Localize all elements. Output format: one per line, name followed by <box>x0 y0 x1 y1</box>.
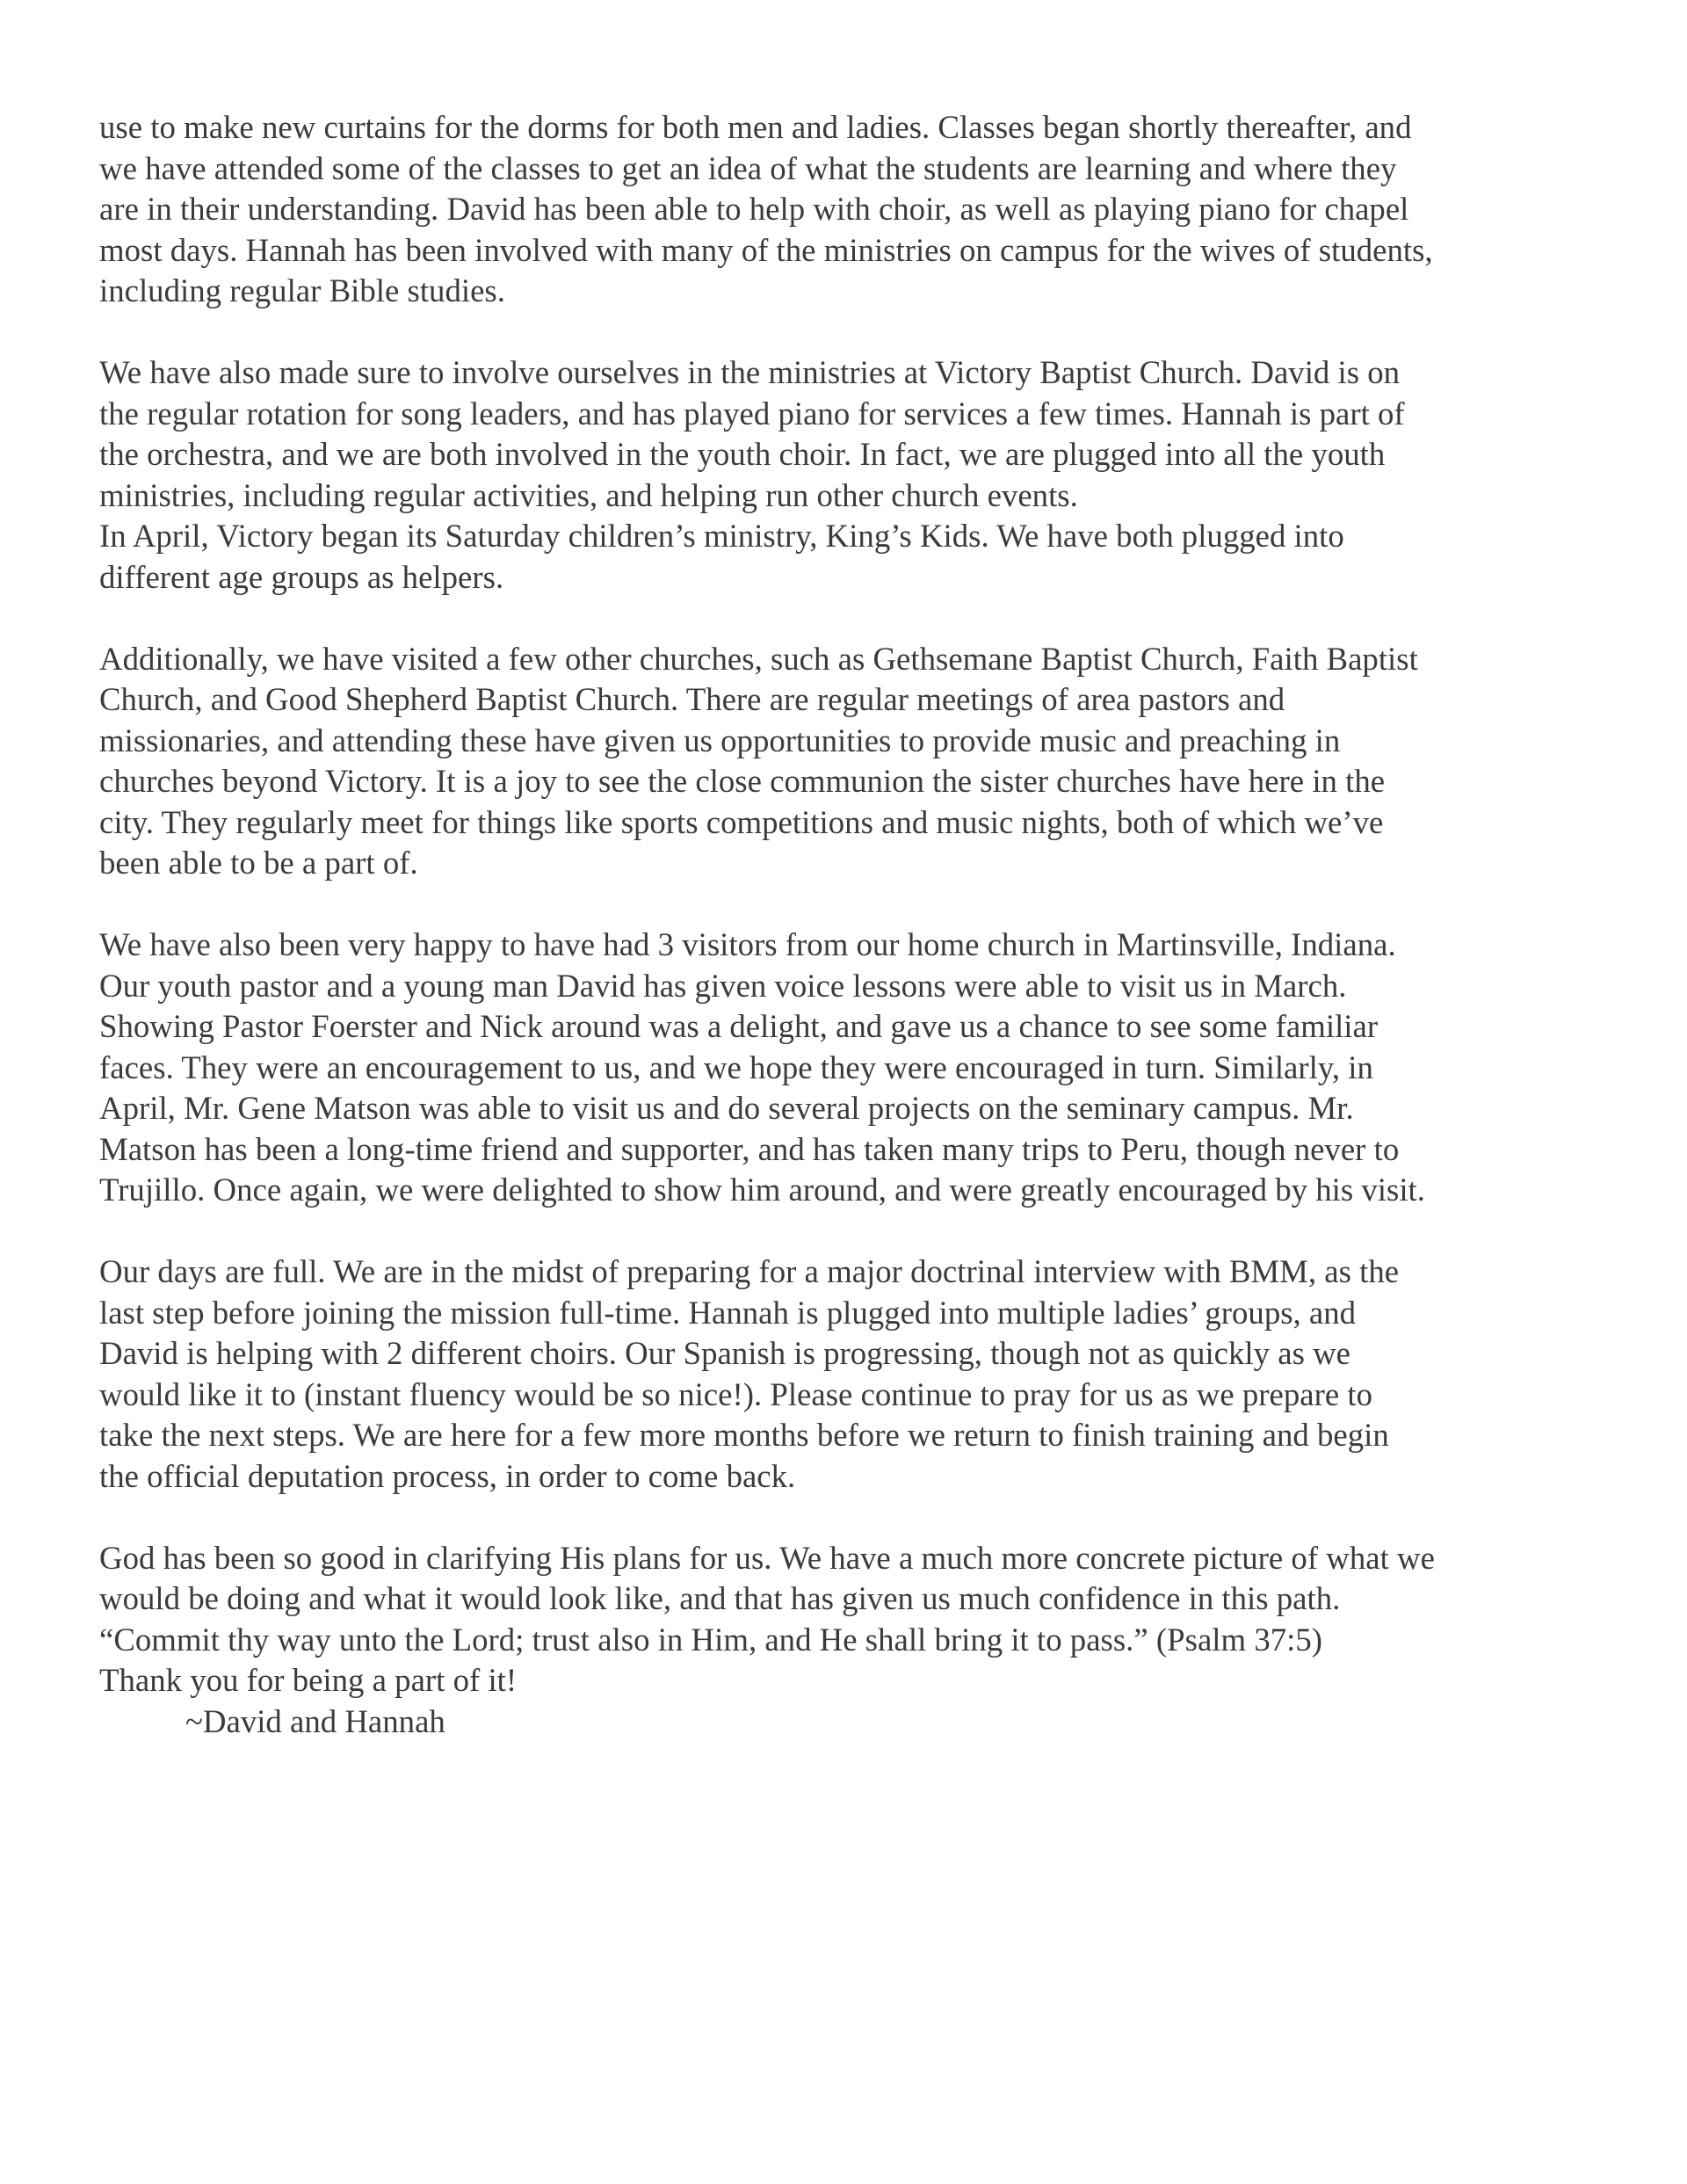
text-line: God has been so good in clarifying His plans for us. We have a much more concrete picture of what we <box>99 1539 1435 1576</box>
text-line: April, Mr. Gene Matson was able to visit us and do several projects on the seminary campus. Mr. <box>99 1090 1354 1126</box>
text-line: most days. Hannah has been involved with many of the ministries on campus for the wives of students, <box>99 231 1433 268</box>
text-line: are in their understanding. David has been able to help with choir, as well as playing piano for chapel <box>99 191 1409 227</box>
text-line: including regular Bible studies. <box>99 272 505 308</box>
paragraph-victory-church <box>99 352 1611 598</box>
text-line: Our days are full. We are in the midst of preparing for a major doctrinal interview with BMM, as the <box>99 1253 1400 1289</box>
scripture-quote: “Commit thy way unto the Lord; trust also in Him, and He shall bring it to pass.” (Psalm 37:5) <box>99 1621 1322 1658</box>
text-line: churches beyond Victory. It is a joy to see the close communion the sister churches have here in the <box>99 763 1386 799</box>
text-line: ministries, including regular activities, and helping run other church events. <box>99 476 1078 513</box>
text-line: We have also been very happy to have had 3 visitors from our home church in Martinsville, Indiana. <box>99 926 1396 962</box>
paragraph-seminary <box>99 107 1611 312</box>
text-line: Church, and Good Shepherd Baptist Church. There are regular meetings of area pastors and <box>99 681 1285 717</box>
text-line: use to make new curtains for the dorms for both men and ladies. Classes began shortly thereafter, and <box>99 109 1412 145</box>
text-line: been able to be a part of. <box>99 845 418 881</box>
paragraph-visitors <box>99 925 1611 1211</box>
text-line: Our youth pastor and a young man David has given voice lessons were able to visit us in March. <box>99 967 1347 1004</box>
text-line: the official deputation process, in order to come back. <box>99 1457 796 1494</box>
text-line: different age groups as helpers. <box>99 558 504 595</box>
text-line: the regular rotation for song leaders, and has played piano for services a few times. Hannah is part of <box>99 395 1405 432</box>
text-line: city. They regularly meet for things like sports competitions and music nights, both of which we’ve <box>99 803 1384 840</box>
signature: ~David and Hannah <box>185 1702 445 1739</box>
text-line: In April, Victory began its Saturday children’s ministry, King’s Kids. We have both plugged into <box>99 518 1344 554</box>
text-line: Showing Pastor Foerster and Nick around was a delight, and gave us a chance to see some familiar <box>99 1008 1379 1044</box>
text-line: Thank you for being a part of it! <box>99 1662 518 1698</box>
text-line: take the next steps. We are here for a few more months before we return to finish training and begin <box>99 1417 1389 1453</box>
text-line: David is helping with 2 different choirs. Our Spanish is progressing, though not as quickly as we <box>99 1335 1350 1371</box>
paragraph-closing <box>99 1538 1611 1743</box>
paragraph-other-churches <box>99 639 1611 884</box>
text-line: Trujillo. Once again, we were delighted to show him around, and were greatly encouraged by his visit. <box>99 1172 1425 1208</box>
text-line: missionaries, and attending these have given us opportunities to provide music and preaching in <box>99 722 1341 758</box>
text-line: we have attended some of the classes to get an idea of what the students are learning and where they <box>99 149 1397 186</box>
text-line: We have also made sure to involve ourselves in the ministries at Victory Baptist Church. David is on <box>99 354 1401 390</box>
text-line: Additionally, we have visited a few other churches, such as Gethsemane Baptist Church, Faith Baptist <box>99 640 1418 677</box>
text-line: last step before joining the mission full-time. Hannah is plugged into multiple ladies’ groups, and <box>99 1294 1357 1331</box>
paragraph-days-full <box>99 1252 1611 1497</box>
text-line: faces. They were an encouragement to us, and we hope they were encouraged in turn. Similarly, in <box>99 1048 1373 1085</box>
text-line: the orchestra, and we are both involved in the youth choir. In fact, we are plugged into all the youth <box>99 436 1386 472</box>
text-line: would like it to (instant fluency would be so nice!). Please continue to pray for us as we prepare to <box>99 1375 1372 1412</box>
letter-body <box>99 107 1611 1742</box>
text-line: would be doing and what it would look like, and that has given us much confidence in this path. <box>99 1580 1341 1616</box>
text-line: Matson has been a long-time friend and supporter, and has taken many trips to Peru, though never to <box>99 1130 1400 1167</box>
